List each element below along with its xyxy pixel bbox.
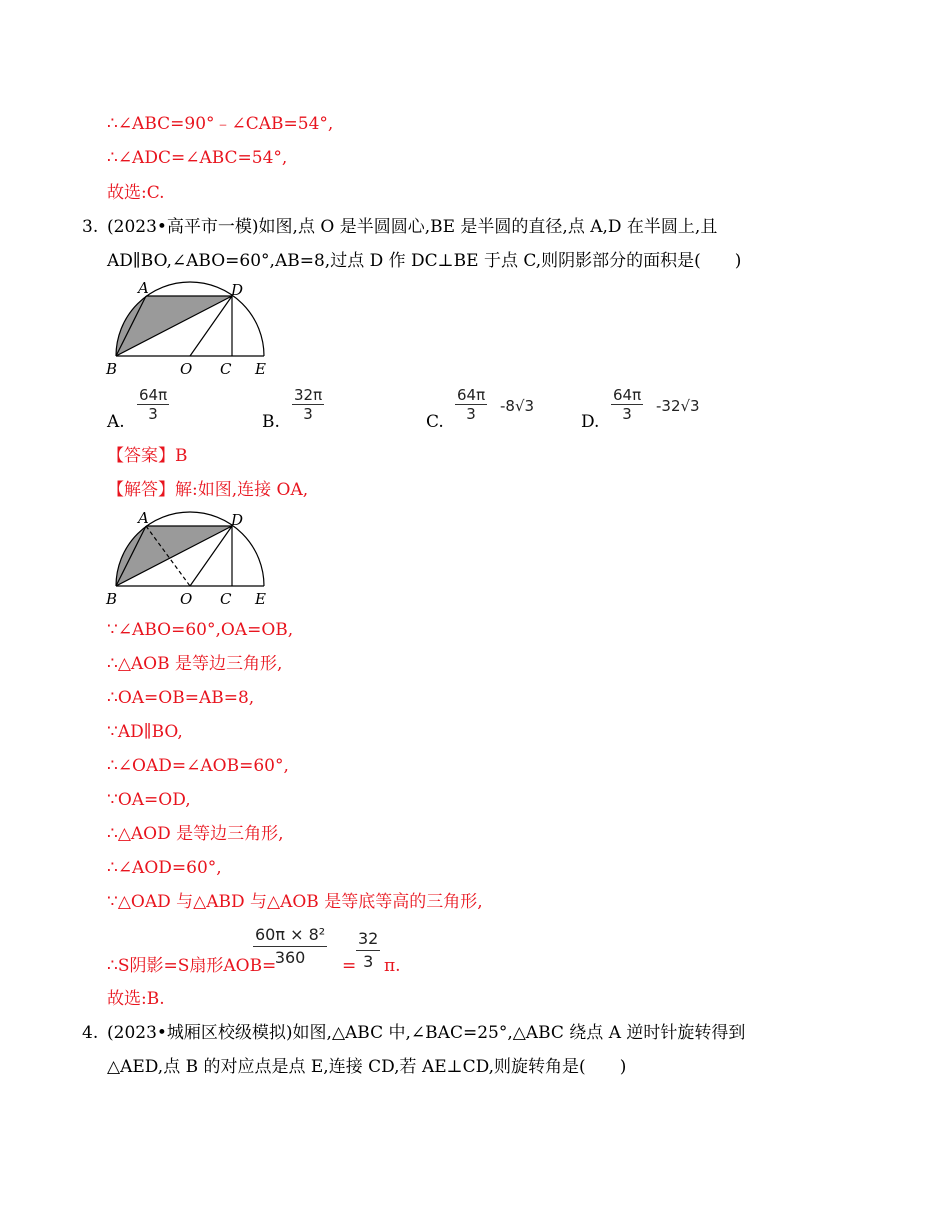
label-D: D bbox=[231, 281, 244, 299]
option-A-denominator: 3 bbox=[148, 405, 158, 423]
label-C: C bbox=[220, 590, 232, 608]
label-B: B bbox=[106, 360, 118, 378]
question3-text-2: AD∥BO,∠ABO=60°,AB=8,过点 D 作 DC⊥BE 于点 C,则阴影部分的面积是( ) bbox=[107, 251, 742, 271]
analysis-intro: 【解答】解:如图,连接 OA, bbox=[107, 480, 309, 500]
option-C-label[interactable]: C. bbox=[426, 412, 444, 432]
option-C-fraction[interactable] bbox=[455, 386, 487, 423]
option-A-numerator: 64π bbox=[139, 386, 168, 404]
option-B-label[interactable]: B. bbox=[262, 412, 280, 432]
label-A: A bbox=[138, 509, 149, 527]
area-suffix: π. bbox=[384, 956, 401, 976]
area-fraction-numerator: 60π × 8² bbox=[253, 924, 327, 947]
question3-figure bbox=[100, 278, 280, 378]
label-B: B bbox=[106, 590, 118, 608]
option-B-denominator: 3 bbox=[303, 405, 313, 423]
option-C-denominator: 3 bbox=[466, 405, 476, 423]
label-E: E bbox=[255, 590, 266, 608]
question4-text-2: △AED,点 B 的对应点是点 E,连接 CD,若 AE⊥CD,则旋转角是( ) bbox=[107, 1057, 627, 1077]
label-O: O bbox=[180, 360, 193, 378]
step-5: ∴∠OAD=∠AOB=60°, bbox=[107, 756, 289, 776]
question4-text-1: (2023•城厢区校级模拟)如图,△ABC 中,∠BAC=25°,△ABC 绕点 A 逆时针旋转得到 bbox=[107, 1023, 746, 1043]
option-D-fraction[interactable] bbox=[611, 386, 643, 423]
step-3: ∴OA=OB=AB=8, bbox=[107, 688, 255, 708]
option-B-fraction[interactable] bbox=[292, 386, 324, 423]
step-2: ∴△AOB 是等边三角形, bbox=[107, 654, 283, 674]
option-C-tail: -8√3 bbox=[500, 397, 535, 415]
step-7: ∴△AOD 是等边三角形, bbox=[107, 824, 284, 844]
step-6: ∵OA=OD, bbox=[107, 790, 191, 810]
option-D-tail: -32√3 bbox=[656, 397, 700, 415]
step-8: ∴∠AOD=60°, bbox=[107, 858, 222, 878]
question4-number: 4. bbox=[82, 1023, 99, 1043]
answer: 【答案】B bbox=[107, 446, 188, 466]
area-fraction-denominator: 360 bbox=[274, 948, 306, 967]
label-O: O bbox=[180, 590, 193, 608]
step-9: ∵△OAD 与△ABD 与△AOB 是等底等高的三角形, bbox=[107, 892, 483, 912]
area-equals: = bbox=[342, 956, 357, 976]
prev-solution-choose: 故选:C. bbox=[107, 183, 165, 203]
area-result-fraction bbox=[356, 928, 380, 973]
area-prefix: ∴S阴影=S扇形AOB= bbox=[107, 956, 277, 976]
label-A: A bbox=[138, 279, 149, 297]
option-C-numerator: 64π bbox=[457, 386, 486, 404]
label-E: E bbox=[255, 360, 266, 378]
option-D-numerator: 64π bbox=[613, 386, 642, 404]
step-4: ∵AD∥BO, bbox=[107, 722, 183, 742]
label-D: D bbox=[231, 511, 244, 529]
question3-text-1: (2023•高平市一模)如图,点 O 是半圆圆心,BE 是半圆的直径,点 A,D 在半圆上,且 bbox=[107, 217, 718, 237]
option-B-numerator: 32π bbox=[294, 386, 323, 404]
question3-number: 3. bbox=[82, 217, 99, 237]
area-result-denominator: 3 bbox=[363, 952, 374, 971]
final-choose: 故选:B. bbox=[107, 989, 165, 1009]
option-D-label[interactable]: D. bbox=[581, 412, 600, 432]
prev-solution-line-2: ∴∠ADC=∠ABC=54°, bbox=[107, 148, 288, 168]
option-D-denominator: 3 bbox=[622, 405, 632, 423]
area-fraction bbox=[253, 924, 327, 969]
area-result-numerator: 32 bbox=[356, 928, 380, 951]
label-C: C bbox=[220, 360, 232, 378]
option-A-label[interactable]: A. bbox=[107, 412, 125, 432]
prev-solution-line-1: ∴∠ABC=90°﹣∠CAB=54°, bbox=[107, 114, 334, 134]
solution-figure bbox=[100, 508, 280, 608]
step-1: ∵∠ABO=60°,OA=OB, bbox=[107, 620, 294, 640]
option-A-fraction[interactable] bbox=[137, 386, 169, 423]
